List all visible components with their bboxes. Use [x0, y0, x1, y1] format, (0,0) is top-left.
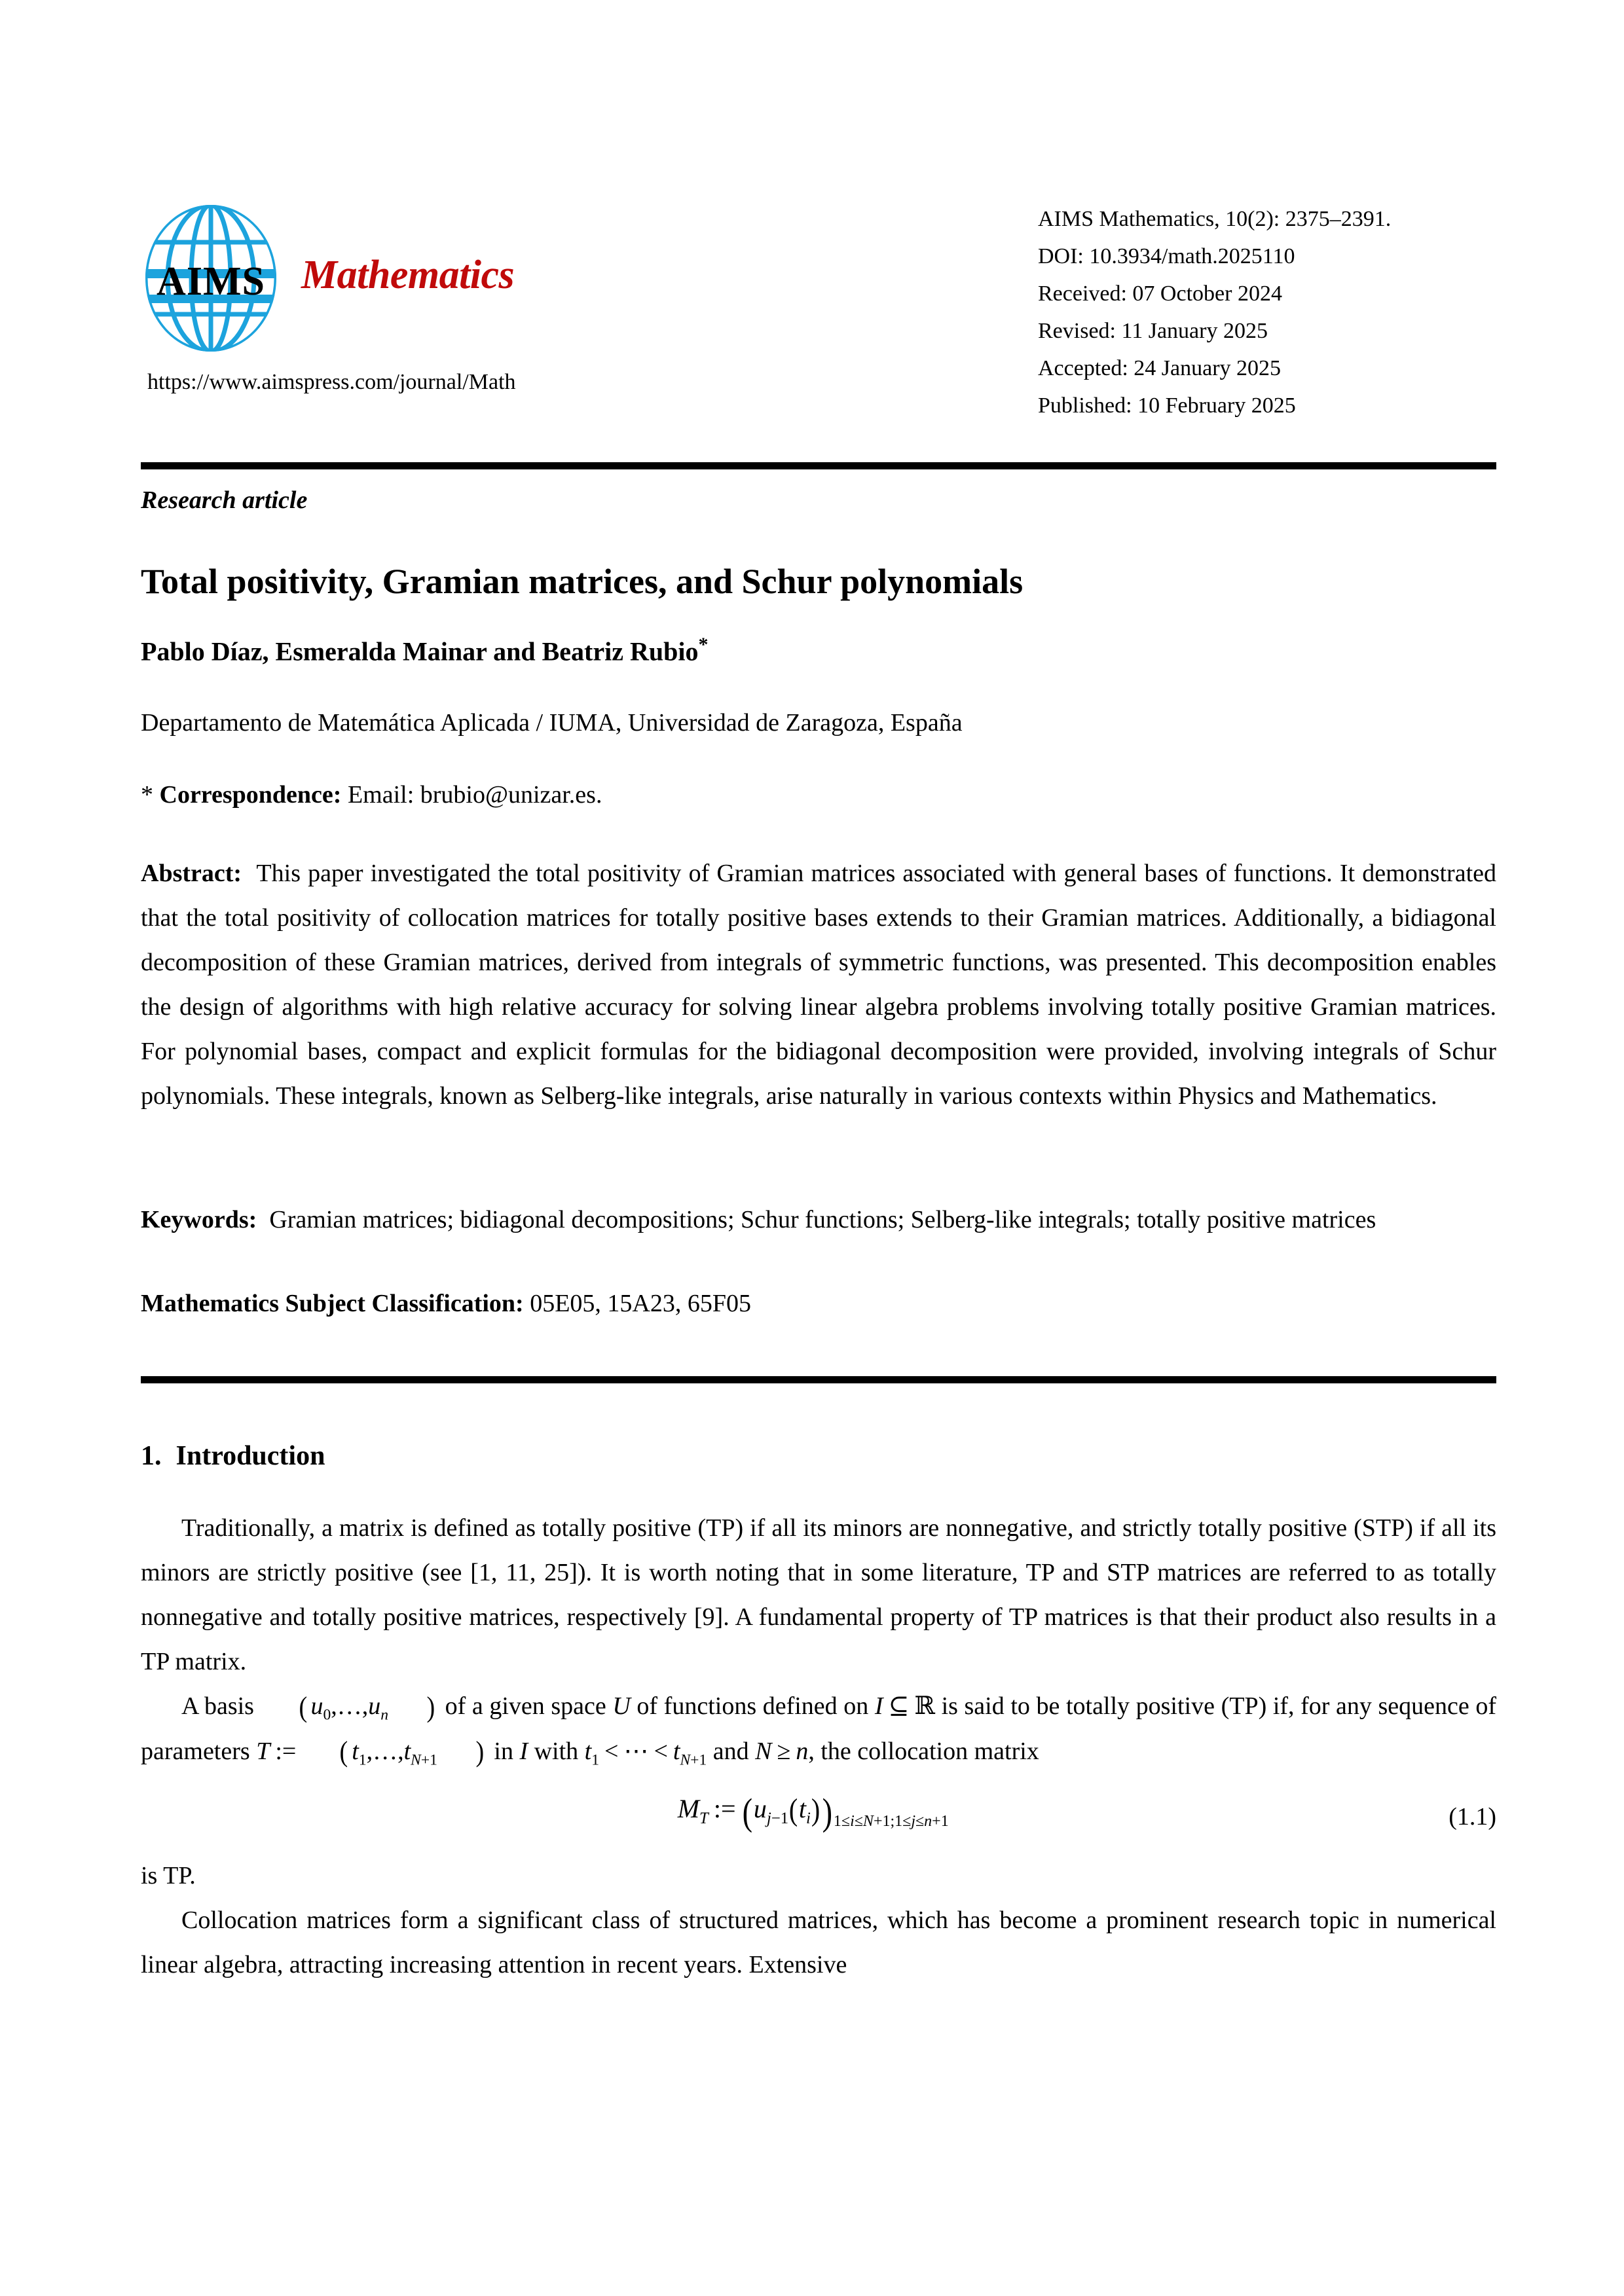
masthead — [141, 196, 1496, 424]
paragraph-basis-definition — [141, 1684, 1496, 1774]
page-title: Total positivity, Gramian matrices, and Schur polynomials — [141, 562, 1024, 602]
section-title: Introduction — [175, 1441, 325, 1471]
p2-segment-b: of a given space — [445, 1692, 606, 1720]
paragraph-traditionally: Traditionally, a matrix is defined as totally positive (TP) if all its minors are nonnegative, and strictly totally positive (STP) if all its minors are strictly positive (see [1, 11, 25]). It is worth noting that in some literature, TP and STP matrices are referred to as totally nonnegative and totally positive matrices, respectively [9]. A fundamental property of TP matrices is that their product also results in a TP matrix. — [141, 1514, 1496, 1675]
math-basis-tuple: ( $u_0,\dots,u_n$ ) — [299, 1690, 435, 1724]
msc-label: Mathematics Subject Classification: — [141, 1290, 524, 1317]
math-degree-condition: N ≥ n — [755, 1737, 809, 1765]
correspondence-email[interactable]: Email: brubio@unizar.es. — [347, 781, 602, 809]
meta-doi[interactable]: DOI: 10.3934/math.2025110 — [1038, 244, 1295, 268]
header-divider-rule — [141, 462, 1496, 469]
p2-segment-h: , the collocation matrix — [808, 1737, 1039, 1765]
paragraph-collocation-matrices: Collocation matrices form a significant class of structured matrices, which has become a prominent research topic in numerical linear algebra, attracting increasing attention in recent years. Extensive — [141, 1906, 1496, 1979]
author-names: Pablo Díaz, Esmeralda Mainar and Beatriz Rubio — [141, 636, 699, 666]
equation-1-1-row — [141, 1784, 1496, 1847]
math-interval: I ⊆ ℝ — [874, 1692, 935, 1720]
meta-citation: AIMS Mathematics, 10(2): 2375–2391. — [1038, 207, 1392, 231]
keywords-label: Keywords: — [141, 1206, 257, 1233]
abstract-text: This paper investigated the total positivity of Gramian matrices associated with general bases of functions. It demonstrated that the total positivity of collocation matrices for totally positive bases extends to their Gramian matrices. Additionally, a bidiagonal decomposition of these Gramian matrices, derived from integrals of symmetric functions, was presented. This decomposition enables the design of algorithms with high relative accuracy for solving linear algebra problems involving totally positive Gramian matrices. For polynomial bases, compact and explicit formulas for the bidiagonal decomposition were provided, involving integrals of Schur polynomials. These integrals, known as Selberg-like integrals, arise naturally in various contexts within Physics and Mathematics. — [141, 860, 1497, 1110]
section-number: 1. — [141, 1441, 162, 1471]
meta-revised: Revised: 11 January 2025 — [1038, 319, 1268, 343]
section-heading-introduction — [141, 1440, 325, 1472]
math-interval-I: I — [519, 1737, 528, 1765]
introduction-body — [141, 1506, 1496, 1987]
math-space-U: U — [612, 1692, 631, 1720]
keywords-text: Gramian matrices; bidiagonal decompositions; Schur functions; Selberg-like integrals; totally positive matrices — [269, 1206, 1376, 1233]
abstract-divider-rule — [141, 1376, 1496, 1383]
msc-block — [141, 1283, 1496, 1324]
p2-segment-f: with — [534, 1737, 579, 1765]
meta-published: Published: 10 February 2025 — [1038, 393, 1296, 418]
journal-wordmark: Mathematics — [301, 253, 515, 297]
p2-segment-d: is said to be totally positive (TP) if, for any sequence of parameters — [141, 1692, 1497, 1765]
p2-segment-a: A basis — [181, 1692, 254, 1720]
meta-received: Received: 07 October 2024 — [1038, 282, 1282, 306]
keywords-block — [141, 1199, 1496, 1240]
journal-brand — [141, 196, 717, 396]
aims-globe-logo — [141, 203, 282, 354]
correspondence-label: Correspondence: — [159, 781, 342, 809]
equation-1-1-expression: $M_T$ := $(u_{j-1}(t_i))_{1\le i\le N+1;1\le j\le n+1}$ — [677, 1790, 949, 1833]
correspondence-line — [141, 780, 1496, 809]
p2-segment-g: and — [712, 1737, 749, 1765]
paragraph-is-tp: is TP. — [141, 1862, 196, 1890]
abstract-block — [141, 851, 1496, 1118]
svg-text:AIMS: AIMS — [157, 259, 265, 304]
math-params-tuple: T := ( $t_1,\dots,t_{N+1}$ ) — [256, 1735, 485, 1769]
p2-segment-e: in — [494, 1737, 513, 1765]
correspondence-marker: * — [141, 781, 153, 809]
math-ordering: $t_1$ < ⋯ < $t_{N+1}$ — [584, 1737, 707, 1769]
author-affiliation: Departamento de Matemática Aplicada / IUMA, Universidad de Zaragoza, España — [141, 709, 963, 737]
corresponding-author-marker: * — [698, 634, 709, 655]
msc-text: 05E05, 15A23, 65F05 — [530, 1290, 751, 1317]
equation-1-1-number: (1.1) — [1449, 1803, 1496, 1831]
abstract-label: Abstract: — [141, 860, 242, 887]
journal-url[interactable]: https://www.aimspress.com/journal/Math — [147, 370, 516, 394]
p2-segment-c: of functions defined on — [637, 1692, 869, 1720]
article-type-label: Research article — [141, 486, 308, 514]
author-list — [141, 634, 1496, 666]
publication-metadata — [1038, 196, 1496, 424]
meta-accepted: Accepted: 24 January 2025 — [1038, 356, 1282, 380]
